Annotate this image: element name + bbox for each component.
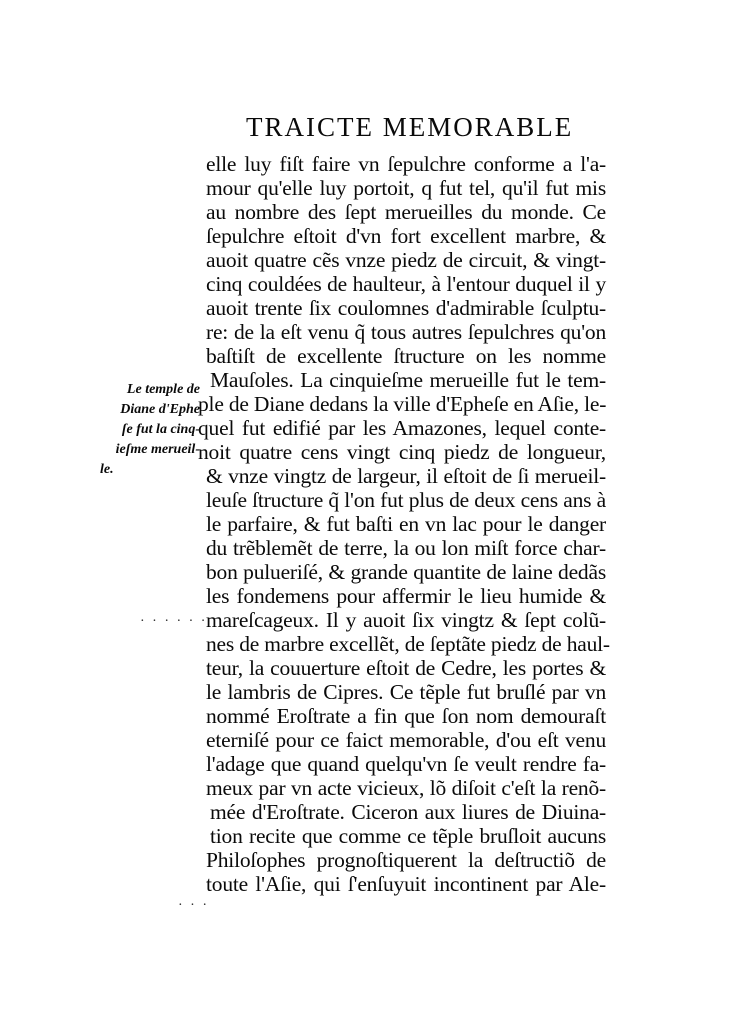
text-line: & vnze vingtz de largeur, il eſtoit de ſi merueil-: [206, 464, 606, 488]
text-line: mée d'Eroſtrate. Ciceron aux liures de Diuina-: [210, 800, 606, 824]
text-line: noit quatre cens vingt cinq piedz de longueur,: [198, 440, 606, 464]
margin-note-line: ieſme merueil-: [115, 442, 200, 457]
text-line: auoit quatre cẽs vnze piedz de circuit, & vingt-: [206, 248, 606, 272]
text-line: auoit trente ſix coulomnes d'admirable ſculptu-: [206, 296, 606, 320]
text-line: cinq couldées de haulteur, à l'entour duquel il y: [206, 272, 606, 296]
margin-note-line: Diane d'Ephe: [120, 402, 200, 417]
text-line: bon pulueriſé, & grande quantite de laine dedãs: [206, 560, 606, 584]
text-line: du trẽblemẽt de terre, la ou lon miſt force char-: [206, 536, 606, 560]
text-line: Philoſophes prognoſtiquerent la deſtructiõ de: [206, 848, 606, 872]
text-line: tion recite que comme ce tẽple bruſloit aucuns: [210, 824, 606, 848]
text-line: le parfaire, & fut baſti en vn lac pour le danger: [206, 512, 606, 536]
text-line: meux par vn acte vicieux, lõ diſoit c'eſt la renõ-: [206, 776, 606, 800]
text-line: mareſcageux. Il y auoit ſix vingtz & ſept colũ-: [206, 608, 606, 632]
running-head: TRAICTE MEMORABLE: [246, 112, 574, 142]
text-line: nommé Eroſtrate a fin que ſon nom demouraſt: [206, 704, 606, 728]
text-line: ſepulchre eſtoit d'vn fort excellent marbre, &: [206, 224, 606, 248]
margin-dots-mark: · · · · · ·: [140, 614, 208, 629]
text-line: teur, la couuerture eſtoit de Cedre, les portes &: [206, 656, 606, 680]
margin-note-line: Le temple de: [126, 382, 200, 397]
text-line: mour qu'elle luy portoit, q fut tel, qu'il fut mis: [206, 176, 606, 200]
text-line: elle luy fiſt faire vn ſepulchre conforme a l'a-: [206, 152, 606, 176]
text-line: les fondemens pour affermir le lieu humide &: [206, 584, 606, 608]
body-text: [198, 152, 610, 896]
text-line: quel fut edifié par les Amazones, lequel conte-: [198, 416, 606, 440]
text-line: ple de Diane dedans la ville d'Epheſe en Aſie, le-: [198, 392, 607, 416]
text-line: Mauſoles. La cinquieſme merueille fut le tem-: [210, 368, 606, 392]
text-line: nes de marbre excellẽt, de ſeptãte piedz de haul-: [206, 632, 610, 656]
text-line: eterniſé pour ce faict memorable, d'ou eſt venu: [206, 728, 606, 752]
margin-note: [100, 380, 200, 480]
text-line: re: de la eſt venu q̃ tous autres ſepulchres qu'on: [206, 320, 606, 344]
text-line: au nombre des ſept merueilles du monde. Ce: [206, 200, 606, 224]
text-line: baſtiſt de excellente ſtructure on les nomme: [206, 344, 606, 368]
text-line: leuſe ſtructure q̃ l'on fut plus de deux cens ans à: [206, 488, 606, 512]
margin-note-line: ſe fut la cinq-: [121, 422, 200, 437]
text-line: l'adage que quand quelqu'vn ſe veult rendre fa-: [206, 752, 606, 776]
text-line: le lambris de Cipres. Ce tẽple fut bruſlé par vn: [206, 680, 606, 704]
margin-dots-mark: · · ·: [178, 898, 209, 913]
text-line: toute l'Aſie, qui ſ'enſuyuit incontinent par Ale-: [206, 872, 606, 896]
margin-note-line: le.: [100, 462, 114, 477]
